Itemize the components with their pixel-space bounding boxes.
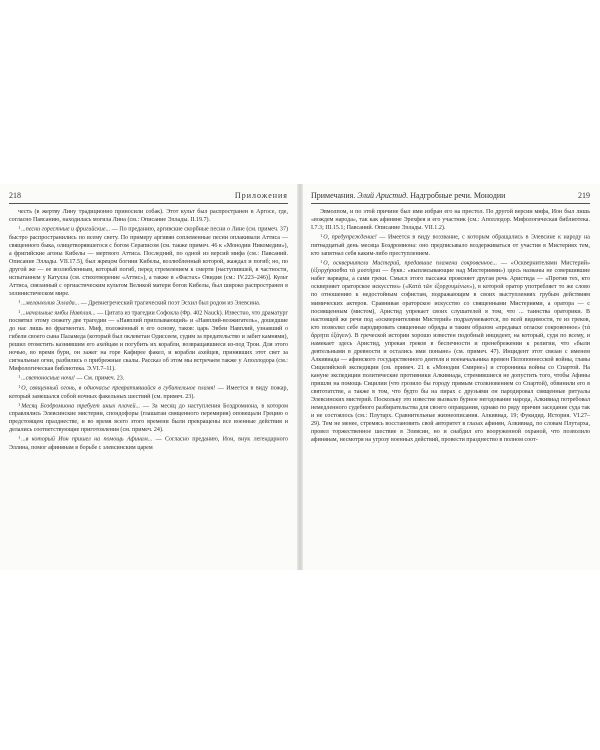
note-paragraph xyxy=(9,383,288,401)
note-lemma: ...начальные ямбы Навплия... xyxy=(21,310,96,317)
note-lemma: Месяц Боэдромиона требует иных плачей... xyxy=(21,403,141,410)
note-lemma: ...в который Ион пришел на помощь Афинам... xyxy=(21,436,153,443)
body-paragraph xyxy=(311,208,590,232)
note-lemma: ...светоносные ночи! xyxy=(21,375,75,382)
note-marker: 1 xyxy=(18,225,21,231)
note-paragraph xyxy=(9,373,288,383)
right-page-number: 219 xyxy=(578,191,590,200)
note-lemma: ...песни горестные и фригийские... xyxy=(21,226,111,233)
note-paragraph xyxy=(9,308,288,374)
body-paragraph xyxy=(9,208,288,224)
paragraph-text: — См. примеч. 23. xyxy=(74,375,125,382)
note-paragraph xyxy=(9,434,288,452)
note-lemma: ...меланхолия Эллада... xyxy=(21,300,80,307)
note-lemma: О, осквернители Мистерий, предавшие пламени сокровенное... xyxy=(323,260,498,267)
note-marker: 1 xyxy=(18,435,21,441)
paragraph-text: — Согласно преданию, Ион, внук легендарного Эллина, помог афинянам в борьбе с элевсинским царем xyxy=(9,436,288,451)
paragraph-text: — Древнегреческий трагический поэт Эсхил был родом из Элевсина. xyxy=(79,300,261,307)
note-lemma: О, священный огонь, в одночасье превратившийся в губительное пламя! xyxy=(21,385,216,392)
paragraph-text: — Имеется в виду воззвание, с которым обращались в Элевсине к народу на пятнадцатый день месяца Боэдромиона: оно предписывало воздерживаться от участия в Мистериях тем, кто запятнал себя каким-либо преступлением. xyxy=(311,234,590,257)
note-marker: 1 xyxy=(320,258,323,264)
paragraph-text: — «Осквернителями Мистерий» (ἐξορχήσασθαι τὰ μυστήρια — букв.: «выплясывающие над Мистериями») здесь названы не совершившие набег варвары, а сами греки. Смысл этого пассажа проясняет другая речь Аристида — «Против тех, кто оскверняет ораторское искусство» («Κατὰ τῶν ἐξορχουμένων»), в которой оратор употребляет то же слово по отношению к недостойным софистам, подражающим в своих выступлениях грубым действиям мимических актеров. Сравнивая ораторское искусство со священными Мистериями, а оратора — с посвященным (мистом), Аристид упрекает своих слушателей в том, что ... таинства ораторики. В настоящей же речи под «осквернителями Мистерий» подразумеваются, по всей видимости, те из греков, кто позволял себе пародировать священные обряды и таким образом «предавал огласке сокровенное» (τὰ ἄρρητα ἐξάγειν). В греческой истории хорошо известен подобный инцидент, на который, судя по всему, и намекает здесь Аристид, упрекая греков в беспечности и пренебрежении к религии, что «были деятельными в древности и остались ими поныне» (см. примеч. 47). Инцидент этот связан с именем Алкивиада — афинского государственного деятеля и военачальника времен Пелопоннесской войны, главы Сицилийской экспедиции (см. примеч. 21 к «Монодии Смирне») и сторонника войны со Спартой. На кануне экспедиции политические противники Алкивиада, стремившиеся не допустить того, чтобы Афины пришли на помощь Сицилии (что грозило бы городу прямым столкновением со Спартой), обвинили его в святотатстве, а также в том, что будто бы на пирах с друзьями он пародировал священные ритуалы Элевсинских мистерий. Поскольку это известие вызвало бурное негодование народа, Алкивиад потребовал немедленного судебного разбирательства для своего оправдания, однако по ряду причин заседание суда так и не состоялось (см.: Плутарх. Сравнительные жизнеописания. Алкивиад. 19; Фукидид. История. VI.27–29). Тем не менее, стремясь восстановить свой авторитет в глазах афинян, Алкивиад, по словам Плутарха, провел торжественное шествие в Элевсин, но и снабдил его вооруженной охраной, что позволило афинянам, несмотря на угрозу военных действий, провести празднество в полном соот- xyxy=(311,260,590,444)
note-lemma: О, предупреждение! xyxy=(323,234,377,241)
left-text-column xyxy=(9,208,288,564)
right-running-head-suffix: Надгробные речи. Монодии xyxy=(410,191,506,200)
note-marker: 1 xyxy=(18,299,21,305)
right-text-column xyxy=(311,208,590,564)
right-running-head-author: Элий Аристид. xyxy=(357,191,409,200)
paragraph-text: — За месяц до наступления Боэдромиона, в котором справлялись Элевсинские мистерии, спондофоры (глашатаи священного перемирия) оповещали Грецию о предстоящем празднестве, и во время всего этого времени были прекращены все военные действия и делались соответствующие приготовления (см. примеч. 24). xyxy=(9,403,288,434)
right-header-rule xyxy=(311,203,590,204)
right-running-head-prefix: Примечания. xyxy=(311,191,356,200)
note-marker: 1 xyxy=(320,233,323,239)
paragraph-text: — По преданию, аргивские скорбные песни о Лине (см. примеч. 37) быстро распространились по всему свету. По примеру аргивян соплеменные песни оплакивали Аттиса — священного быка, олицетворявшегося с богом Сераписом (см. также примеч. 46 к «Монодии Никомедии»), а фригийские агоны Кибелы — мертвого Аттиса. Последний, по одной из версий мифа (см.: Павсаний. Описание Эллады. VII.17.5), был жрецом богини Кибелы, возлюбленный которой, жаждал и погиб; но, по другой же — ее возлюбленным, который погиб, перед стремлением к смерти (наступившей, в частности, испытаннем у Катулла (см. стихотворение «Аттис»), а также в «Фастах» Овидия (см.: IV.223–246)]. Культ Аттиса, связанный с оргиастическим культом Великой матери богов Кибелы, был широко распространен в эллинистическом мире. xyxy=(9,226,288,297)
left-page-number: 218 xyxy=(9,191,21,200)
note-marker: 1 xyxy=(18,401,21,407)
note-marker: 1 xyxy=(18,374,21,380)
note-paragraph xyxy=(9,401,288,435)
note-paragraph xyxy=(9,224,288,298)
note-paragraph xyxy=(9,298,288,308)
left-running-head: Приложения xyxy=(234,191,288,200)
note-paragraph xyxy=(311,232,590,258)
left-running-header xyxy=(9,190,288,202)
right-running-head xyxy=(311,190,505,202)
paragraph-text: Эвмолпом, и по этой причине был ими избран его на престол. По другой версии мифа, Ион был лишь «вождем народа», так как афиняне Эрехфея и его участник (см.: Аполлодор. Мифологическая библиотека. I.7.3; III.15.1; Павсаний. Описание Эллады. VII.1.2). xyxy=(311,209,590,232)
left-header-rule xyxy=(9,203,288,204)
note-marker: 1 xyxy=(18,308,21,314)
paragraph-text: — Имеется в виду пожар, который замешался собой ночных факельных шествий (см. примеч. 23). xyxy=(9,385,288,400)
note-paragraph xyxy=(311,258,590,445)
paragraph-text: честь (в жертву Лину традиционно приносили собак). Этот культ был распространен в Аргосе, где, согласно Павсанию, находилась могила Лина (см.: Описание Эллады. II.19.7). xyxy=(9,209,288,224)
right-running-header xyxy=(311,190,590,202)
paragraph-text: — Цитата из трагедии Софокла (Фр. 402 Nauck). Известно, что драматург посвятил этому сюжету две трагедии — «Навплий приплывающий» и «Навплий-возжигатель», дошедшие до нас лишь во фрагментах. Миф, положенный в его основу, таков: царь Эвбеи Навплий, узнавший о гибели своего сына Паламеда (который был оклеветан Одиссеем, судим за предательство и забит камнями), решил отомстить казнившим его ахейцам и погубить их корабли, возвращавшиеся из-под Трои. Для этого ночью, во время бури, он зажег на горе Кафирее факел, и корабли ахейцев, принявших этот свет за сигнальные огни, разбились о прибрежные скалы. Рассказ об этом мы встречаем также у Аполлодора (см.: Мифологическая библиотека. Э.VI.7–11). xyxy=(9,310,288,373)
note-marker: 1 xyxy=(18,383,21,389)
